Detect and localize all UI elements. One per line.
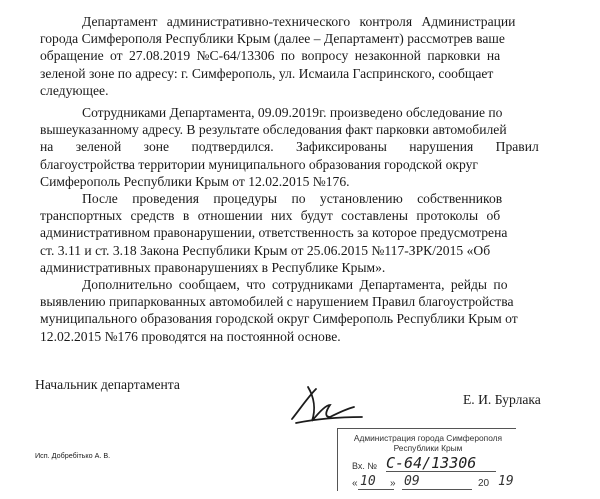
text-line: Сотрудниками Департамента, 09.09.2019г. произведено обследование по: [82, 105, 503, 120]
text-line: административных правонарушениях в Республике Крым».: [40, 259, 386, 275]
text-line: на зеленой зоне подтвердился. Зафиксированы нарушения Правил: [40, 139, 539, 155]
text-line: выявлению припаркованных автомобилей с нарушением Правил благоустройства: [40, 294, 514, 310]
text-line: города Симферополя Республики Крым (далее – Департамент) рассмотрев ваше: [40, 31, 505, 47]
stamp-date-open: «: [352, 478, 358, 489]
text-line: ст. 3.11 и ст. 3.18 Закона Республики Крым от 25.06.2015 №117-ЗРК/2015 «Об: [40, 242, 491, 258]
text-line: обращение от 27.08.2019 №С-64/13306 по вопросу незаконной парковки на: [40, 48, 501, 64]
text-line: транспортных средств в отношении них будут составлены протоколы об: [40, 208, 501, 224]
text-line: Департамент административно-технического контроля Администрации: [82, 14, 516, 29]
text-line: После проведения процедуры по установлению собственников: [82, 191, 503, 206]
text-line: следующее.: [40, 82, 109, 98]
text-line: благоустройства территории муниципального образования городской округ: [40, 156, 478, 172]
stamp-org-line: Администрация города Симферополя: [353, 433, 503, 443]
paragraph-1: [40, 13, 584, 99]
stamp-org-line: Республики Крым: [393, 443, 463, 453]
stamp-day: 10: [360, 474, 376, 489]
text-line: вышеуказанному адресу. В результате обследования факт парковки автомобилей: [40, 122, 507, 138]
stamp-organization: [346, 433, 510, 453]
executor-note: Исп. Добребітько А. В.: [35, 451, 111, 460]
signer-name: Е. И. Бурлака: [463, 392, 541, 407]
stamp-underline: [358, 489, 394, 490]
stamp-underline: [402, 489, 472, 490]
paragraph-2: [40, 104, 584, 190]
stamp-date-close: »: [390, 478, 396, 489]
text-line: Симферополь Республики Крым от 12.02.2015 №176.: [40, 173, 350, 189]
stamp-reg-label: Вх. №: [352, 461, 378, 471]
text-line: Дополнительно сообщаем, что сотрудниками Департамента, рейды по: [82, 277, 508, 292]
stamp-month: 09: [404, 474, 420, 489]
stamp-year-suffix: 19: [498, 474, 514, 489]
paragraph-3: [40, 190, 584, 276]
stamp-year-prefix: 20: [478, 478, 490, 489]
registration-stamp: [337, 428, 516, 491]
text-line: административном правонарушении, ответственность за которое предусмотрена: [40, 225, 508, 241]
stamp-reg-number: С-64/13306: [386, 454, 477, 472]
paragraph-4: [40, 276, 584, 345]
signer-position: Начальник департамента: [35, 377, 180, 392]
text-line: 12.02.2015 №176 проводятся на постоянной основе.: [40, 328, 341, 344]
text-line: муниципального образования городской округ Симферополь Республики Крым от: [40, 311, 518, 327]
handwritten-signature: [286, 383, 366, 427]
stamp-underline: [386, 471, 496, 472]
text-line: зеленой зоне по адресу: г. Симферополь, ул. Исмаила Гаспринского, сообщает: [40, 65, 494, 81]
